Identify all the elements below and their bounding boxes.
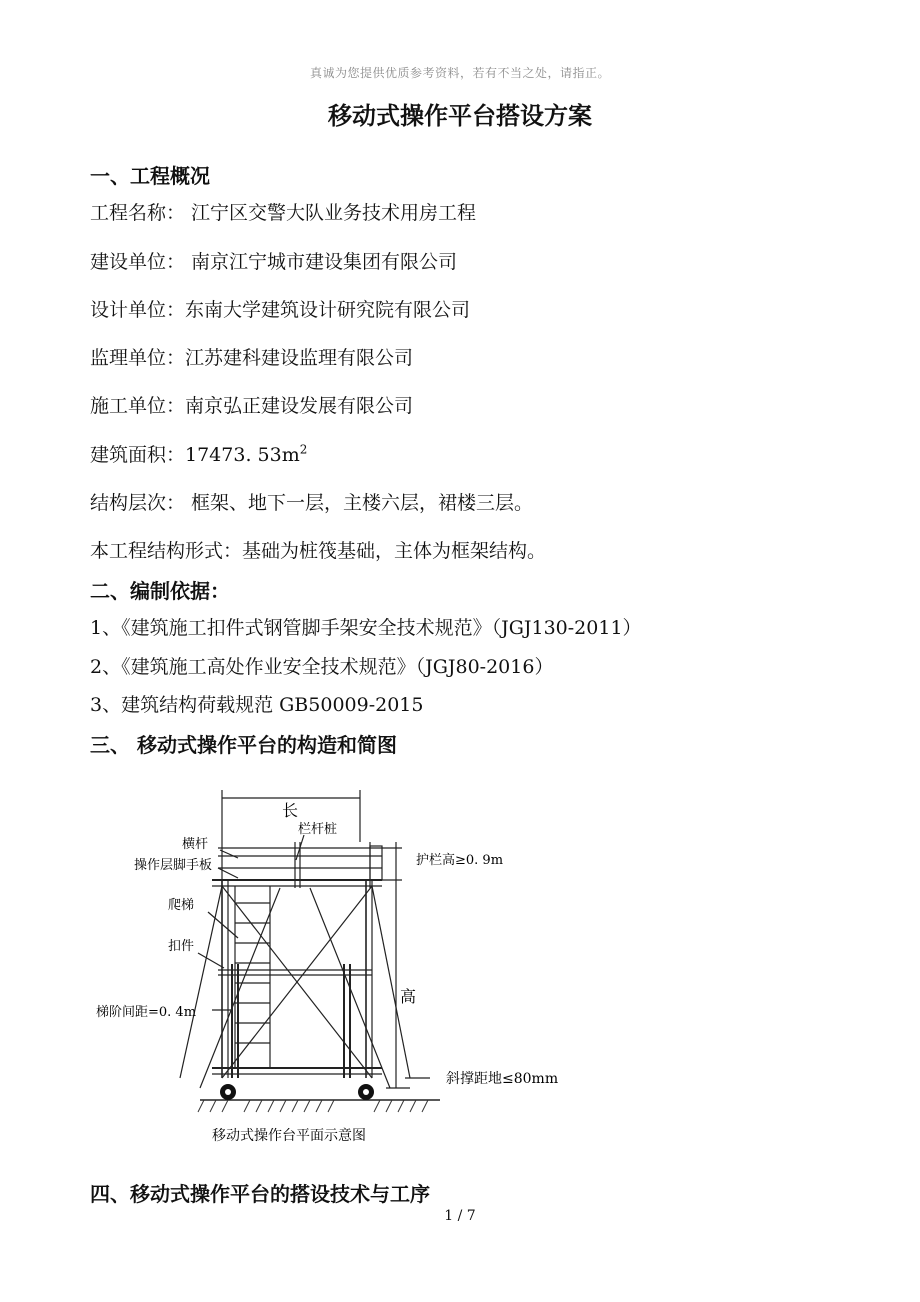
platform-board-label: 操作层脚手板 [134, 858, 213, 873]
platform-diagram [96, 778, 580, 1158]
reference-item-2: 2、《建筑施工高处作业安全技术规范》（JGJ80-2016） [90, 656, 554, 678]
reference-item-3: 3、建筑结构荷载规范 GB50009-2015 [90, 694, 424, 716]
guardrail-height-label: 护栏高≥0. 9m [416, 853, 504, 868]
designer-line: 设计单位：东南大学建筑设计研究院有限公司 [90, 299, 471, 321]
step-spacing-label: 梯阶间距=0. 4m [96, 1005, 197, 1020]
area-superscript: 2 [299, 442, 308, 457]
section-4-heading: 四、移动式操作平台的搭设技术与工序 [90, 1182, 430, 1206]
reference-item-1: 1、《建筑施工扣件式钢管脚手架安全技术规范》（JGJ130-2011） [90, 617, 642, 639]
fastener-label: 扣件 [168, 939, 195, 954]
builder-line: 建设单位： 南京江宁城市建设集团有限公司 [90, 251, 458, 273]
document-title: 移动式操作平台搭设方案 [328, 102, 592, 130]
supervisor-line: 监理单位：江苏建科建设监理有限公司 [90, 347, 414, 369]
brace-clearance-label: 斜撑距地≤80mm [446, 1071, 559, 1087]
height-label: 高 [400, 987, 417, 1006]
contractor-line: 施工单位：南京弘正建设发展有限公司 [90, 395, 414, 417]
ladder-label: 爬梯 [168, 898, 195, 913]
rail-post-label: 栏杆桩 [298, 822, 338, 837]
section-3-heading: 三、 移动式操作平台的构造和简图 [90, 733, 397, 757]
section-1-heading: 一、工程概况 [90, 164, 210, 188]
length-label: 长 [282, 801, 299, 820]
structure-levels-line: 结构层次： 框架、地下一层，主楼六层，裙楼三层。 [90, 492, 534, 514]
project-name-line: 工程名称： 江宁区交警大队业务技术用房工程 [90, 202, 477, 224]
building-area-line [90, 440, 307, 467]
structure-form-line: 本工程结构形式：基础为桩筏基础，主体为框架结构。 [90, 540, 547, 562]
section-2-heading: 二、编制依据： [90, 579, 230, 603]
building-area-text: 建筑面积：17473. 53m [90, 444, 300, 466]
diagram-caption: 移动式操作台平面示意图 [212, 1128, 366, 1144]
crossbar-label: 横杆 [182, 837, 209, 852]
page-number: 1 / 7 [444, 1208, 476, 1224]
header-note: 真诚为您提供优质参考资料，若有不当之处，请指正。 [309, 66, 610, 80]
